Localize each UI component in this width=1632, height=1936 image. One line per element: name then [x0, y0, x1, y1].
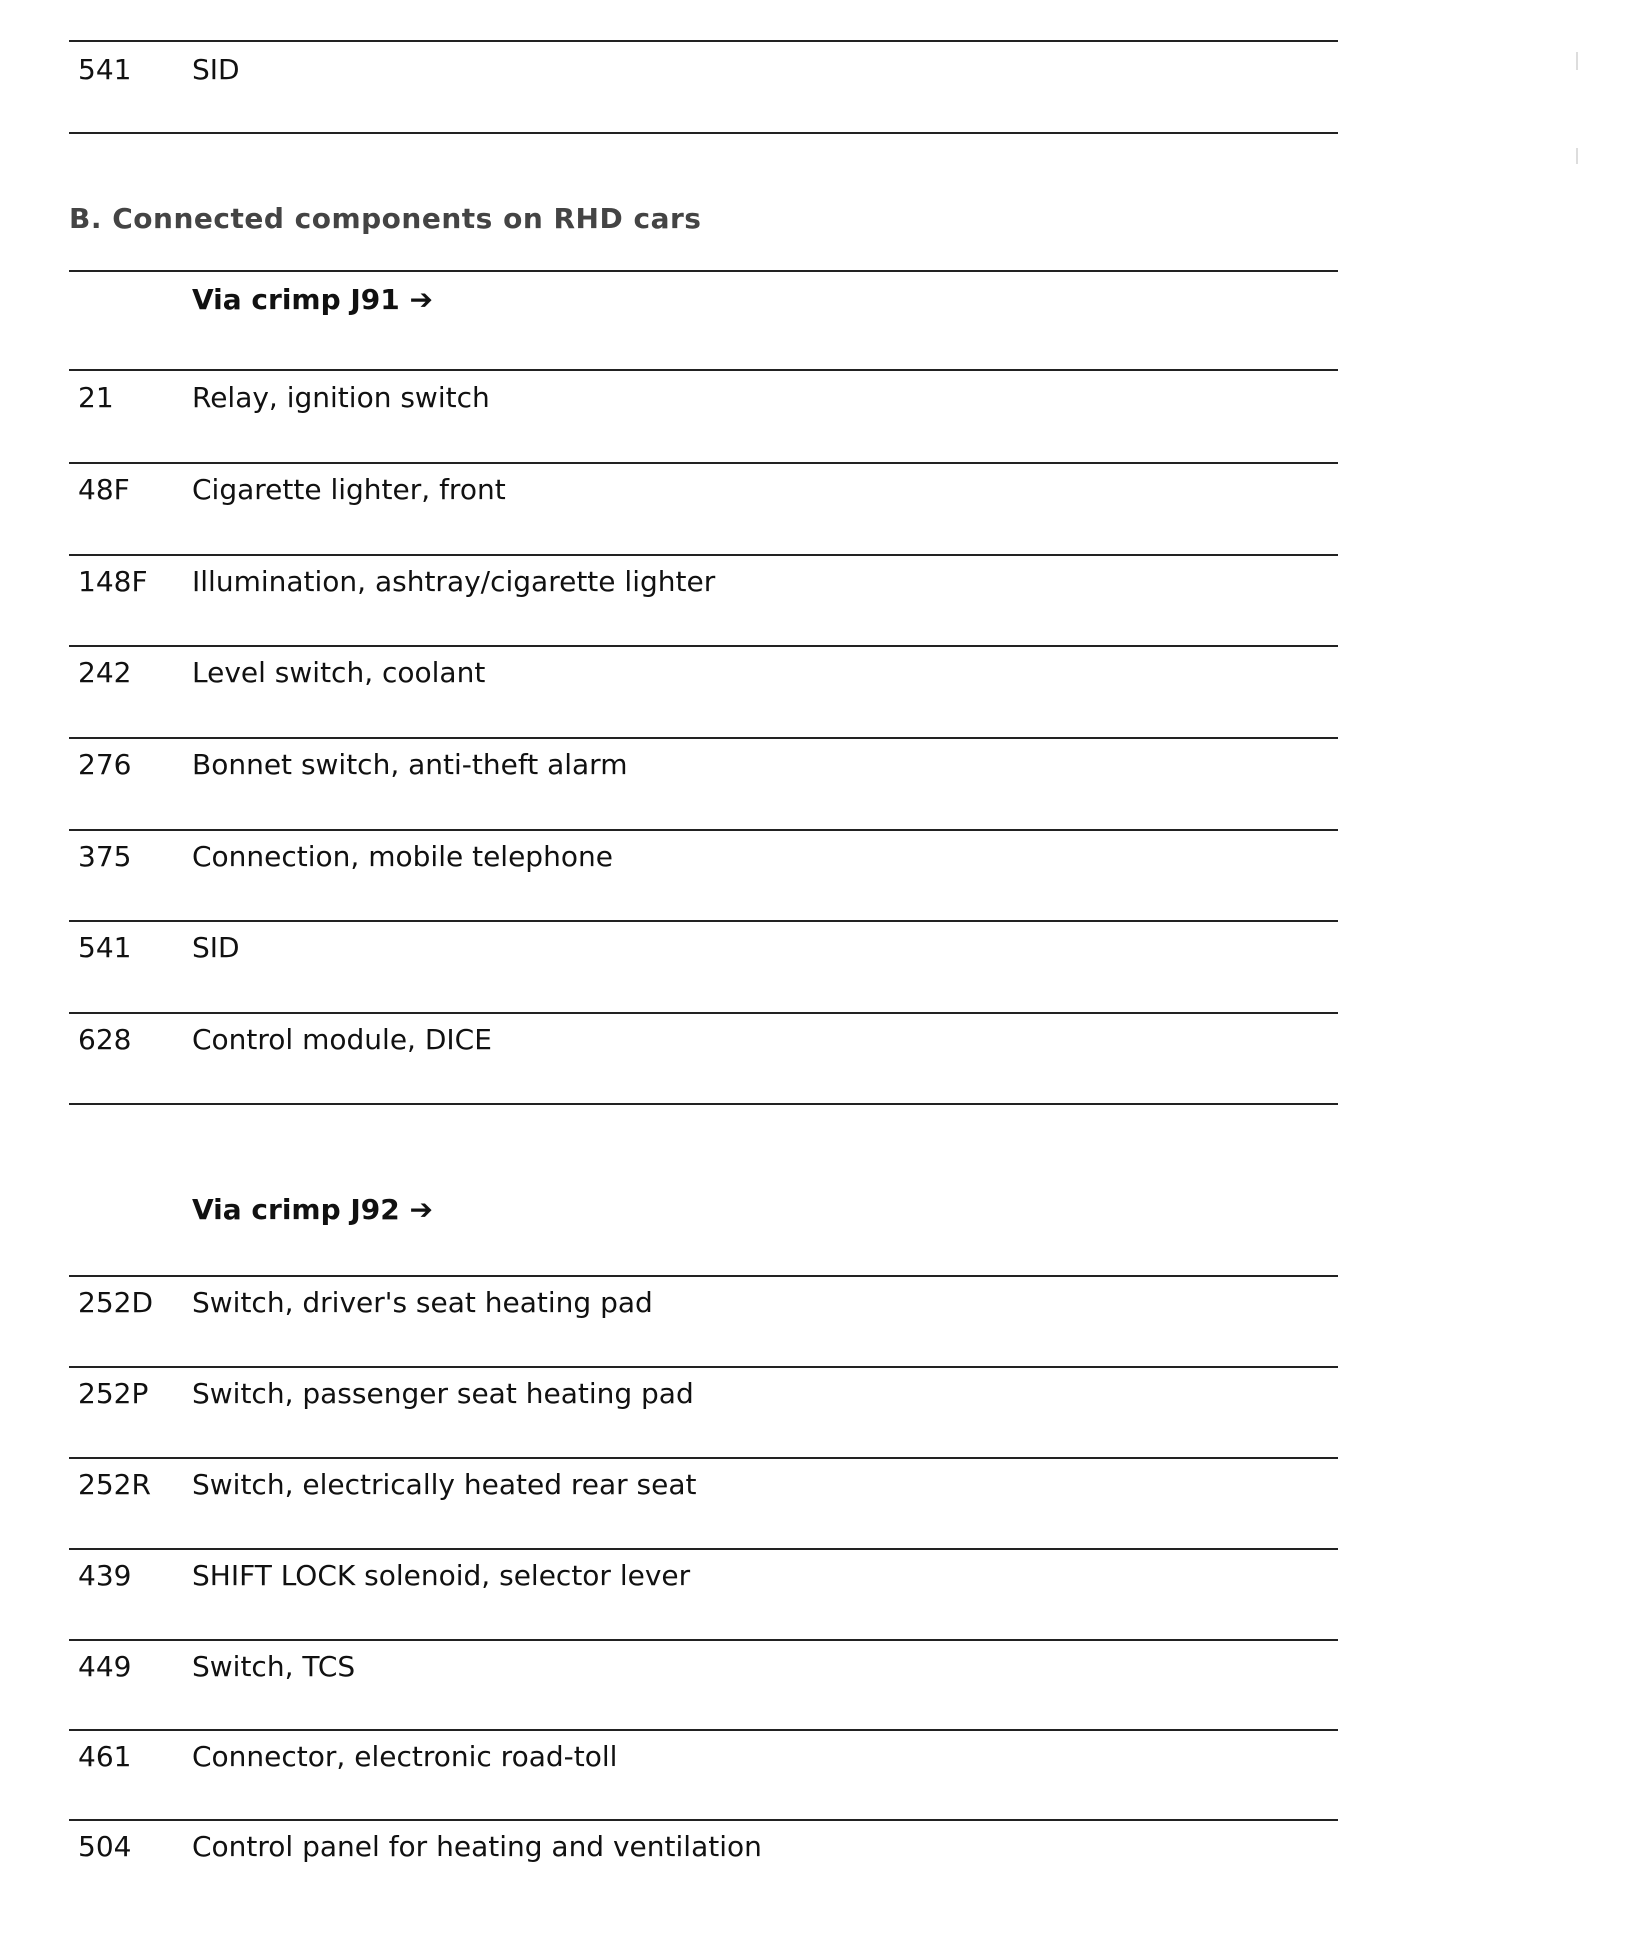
- table-rule: [69, 920, 1338, 922]
- component-code: 252R: [78, 1468, 151, 1501]
- component-code: 242: [78, 656, 132, 689]
- component-code: 541: [78, 53, 132, 86]
- table-row: [0, 1020, 1340, 1060]
- table-rule: [69, 829, 1338, 831]
- component-description: Bonnet switch, anti-theft alarm: [192, 748, 628, 781]
- component-description: Connector, electronic road-toll: [192, 1740, 618, 1773]
- component-code: 276: [78, 748, 132, 781]
- table-row: [0, 745, 1340, 785]
- component-code: 48F: [78, 473, 130, 506]
- table-row: [0, 378, 1340, 418]
- section-title: B. Connected components on RHD cars: [69, 202, 702, 235]
- component-code: 375: [78, 840, 132, 873]
- table-rule: [69, 1548, 1338, 1550]
- table-row: [0, 837, 1340, 877]
- table-row: [0, 1374, 1340, 1414]
- table-rule: [69, 1012, 1338, 1014]
- group-heading-j92: Via crimp J92 ➔: [192, 1193, 433, 1226]
- scan-speck: [1576, 52, 1578, 70]
- scan-speck: [1576, 148, 1578, 164]
- table-row: [0, 1283, 1340, 1323]
- component-code: 449: [78, 1650, 132, 1683]
- component-code: 439: [78, 1559, 132, 1592]
- table-rule: [69, 1819, 1338, 1821]
- component-code: 504: [78, 1830, 132, 1863]
- table-row: [0, 1647, 1340, 1687]
- component-description: Connection, mobile telephone: [192, 840, 613, 873]
- component-code: 541: [78, 931, 132, 964]
- component-description: Switch, electrically heated rear seat: [192, 1468, 697, 1501]
- table-row: [0, 653, 1340, 693]
- group-heading-j91: Via crimp J91 ➔: [192, 283, 433, 316]
- component-description: Cigarette lighter, front: [192, 473, 506, 506]
- table-rule: [69, 132, 1338, 134]
- table-row: [0, 1827, 1340, 1867]
- table-rule: [69, 1639, 1338, 1641]
- component-description: Switch, TCS: [192, 1650, 356, 1683]
- component-description: Control panel for heating and ventilation: [192, 1830, 762, 1863]
- component-code: 148F: [78, 565, 148, 598]
- table-row: [0, 1556, 1340, 1596]
- component-code: 252P: [78, 1377, 149, 1410]
- table-row: [0, 1465, 1340, 1505]
- table-rule: [69, 369, 1338, 371]
- table-rule: [69, 1729, 1338, 1731]
- component-code: 21: [78, 381, 114, 414]
- table-rule: [69, 1103, 1338, 1105]
- table-rule: [69, 40, 1338, 42]
- table-rule: [69, 645, 1338, 647]
- table-row: [0, 928, 1340, 968]
- table-rule: [69, 1457, 1338, 1459]
- component-description: Relay, ignition switch: [192, 381, 490, 414]
- table-rule: [69, 554, 1338, 556]
- component-code: 461: [78, 1740, 132, 1773]
- table-rule: [69, 1366, 1338, 1368]
- table-rule: [69, 462, 1338, 464]
- component-description: SID: [192, 53, 240, 86]
- table-row: [0, 562, 1340, 602]
- component-description: Control module, DICE: [192, 1023, 492, 1056]
- table-rule: [69, 270, 1338, 272]
- table-row: [0, 1737, 1340, 1777]
- component-description: SID: [192, 931, 240, 964]
- component-description: Switch, driver's seat heating pad: [192, 1286, 653, 1319]
- component-code: 628: [78, 1023, 132, 1056]
- component-code: 252D: [78, 1286, 154, 1319]
- component-description: SHIFT LOCK solenoid, selector lever: [192, 1559, 691, 1592]
- component-description: Switch, passenger seat heating pad: [192, 1377, 694, 1410]
- table-rule: [69, 737, 1338, 739]
- component-description: Illumination, ashtray/cigarette lighter: [192, 565, 716, 598]
- table-row: [0, 50, 1340, 90]
- table-rule: [69, 1275, 1338, 1277]
- component-description: Level switch, coolant: [192, 656, 486, 689]
- table-row: [0, 470, 1340, 510]
